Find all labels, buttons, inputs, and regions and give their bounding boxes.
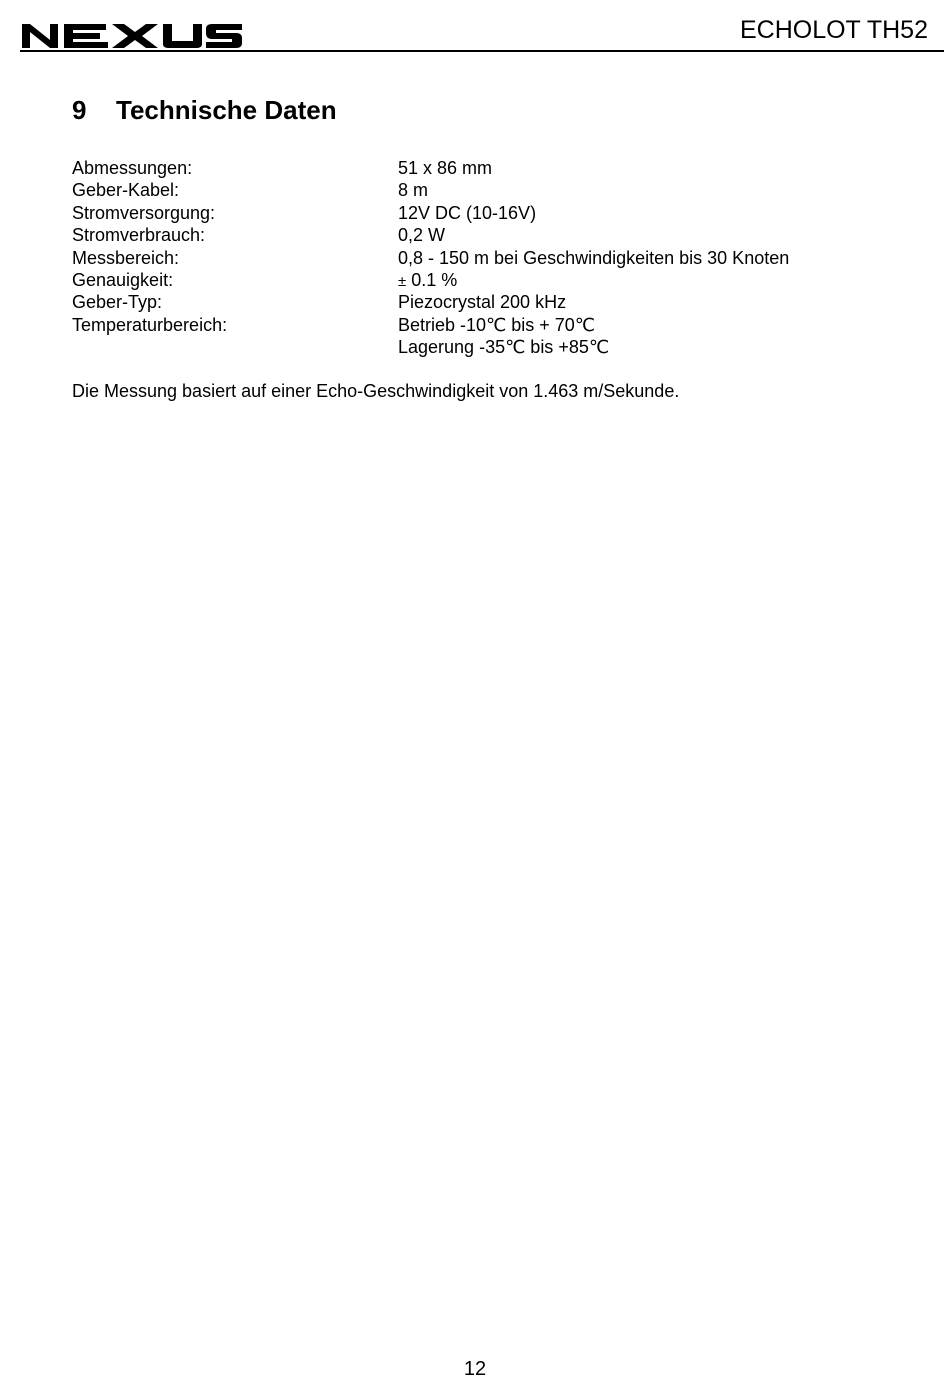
spec-row bbox=[72, 336, 872, 358]
page-number: 12 bbox=[463, 1358, 487, 1380]
spec-label: Geber-Typ: bbox=[72, 292, 163, 313]
spec-row bbox=[72, 291, 872, 313]
page-header bbox=[20, 10, 944, 52]
spec-row bbox=[72, 269, 872, 291]
section-heading bbox=[72, 94, 337, 126]
nexus-logo bbox=[20, 20, 242, 50]
spec-list bbox=[72, 157, 872, 359]
spec-value: Lagerung -35℃ bis +85℃ bbox=[398, 337, 610, 358]
spec-row bbox=[72, 202, 872, 224]
spec-row bbox=[72, 314, 872, 336]
spec-label: Stromversorgung: bbox=[72, 202, 216, 223]
section-number: 9 bbox=[72, 95, 87, 125]
document-title: ECHOLOT TH52 bbox=[739, 16, 928, 44]
spec-row bbox=[72, 179, 872, 201]
spec-value: Piezocrystal 200 kHz bbox=[398, 292, 567, 313]
spec-value: Betrieb -10℃ bis + 70℃ bbox=[398, 314, 596, 335]
spec-label: Geber-Kabel: bbox=[72, 180, 180, 201]
spec-value: 0,8 - 150 m bei Geschwindigkeiten bis 30 Knoten bbox=[398, 247, 790, 268]
spec-value bbox=[398, 269, 457, 293]
spec-value: 8 m bbox=[398, 180, 429, 201]
measurement-note: Die Messung basiert auf einer Echo-Geschwindigkeit von 1.463 m/Sekunde. bbox=[72, 381, 680, 401]
spec-label: Abmessungen: bbox=[72, 158, 193, 178]
spec-row bbox=[72, 247, 872, 269]
spec-value-text: 0.1 % bbox=[406, 269, 458, 290]
spec-label: Temperaturbereich: bbox=[72, 314, 228, 335]
spec-row bbox=[72, 157, 872, 179]
section-title: Technische Daten bbox=[116, 95, 337, 125]
spec-label: Stromverbrauch: bbox=[72, 225, 206, 246]
spec-row bbox=[72, 224, 872, 246]
spec-label: Messbereich: bbox=[72, 247, 180, 268]
spec-value: 0,2 W bbox=[398, 225, 446, 246]
spec-value: 51 x 86 mm bbox=[398, 158, 493, 178]
spec-value: 12V DC (10-16V) bbox=[398, 202, 537, 223]
plus-minus-symbol: ± bbox=[398, 272, 407, 290]
spec-label: Genauigkeit: bbox=[72, 269, 174, 290]
